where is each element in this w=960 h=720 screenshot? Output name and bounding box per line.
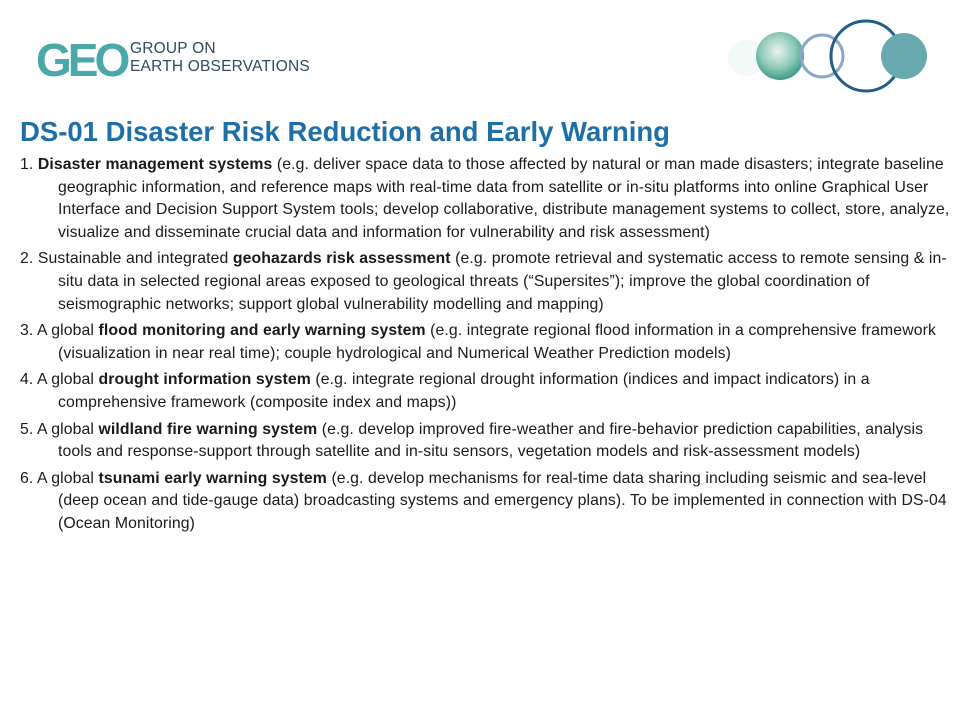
item-number: 1. (20, 156, 34, 173)
item-number: 4. (20, 371, 34, 389)
svg-text:GEO: GEO (36, 34, 127, 84)
organization-name (130, 40, 310, 76)
list-item (20, 369, 950, 414)
org-name-line-2: EARTH OBSERVATIONS (130, 58, 310, 75)
slide-title: DS-01 Disaster Risk Reduction and Early Warning (20, 116, 670, 147)
item-post-text: (e.g. promote retrieval and systematic access to remote sensing & in-situ data in selected regional areas exposed to geological threats (“Supersites”); improve the global coordination of seismographic networks; support global vulnerability modelling and mapping) (58, 250, 947, 313)
task-list (20, 154, 950, 540)
item-number: 3. (20, 322, 34, 340)
item-bold-text: tsunami early warning system (98, 469, 327, 487)
item-post-text: (e.g. develop improved fire-weather and fire-behavior prediction capabilities, analysis tools and response-support through satellite and in-situ sensors, vegetation models and risk-assessment models) (58, 420, 924, 461)
slide-header (0, 0, 960, 112)
list-item (20, 154, 950, 244)
item-post-text: (e.g. integrate regional flood information in a comprehensive framework (visualization in near real time); couple hydrological and Numerical Weather Prediction models) (58, 322, 936, 362)
item-number: 6. (20, 469, 34, 487)
item-number: 2. (20, 250, 34, 268)
item-bold-text: flood monitoring and early warning system (98, 322, 426, 340)
list-item (20, 248, 950, 316)
item-pre-text: Sustainable and integrated (37, 250, 233, 268)
item-post-text: (e.g. deliver space data to those affected by natural or man made disasters; integrate baseline geographic information, and reference maps with real-time data from satellite or in-situ platforms into online Graphical User Interface and Decision Support System tools; develop collaborative, distribute management systems to collect, store, analyze, visualize and disseminate crucial data and information for vulnerability and risk assessment) (58, 156, 950, 241)
list-item (20, 468, 950, 536)
item-bold-text: Disaster management systems (37, 156, 273, 173)
item-post-text: (e.g. integrate regional drought information (indices and impact indicators) in a comprehensive framework (composite index and maps)) (58, 371, 870, 411)
decorative-circles-icon (720, 10, 950, 100)
item-bold-text: geohazards risk assessment (232, 250, 451, 268)
geo-logo (36, 34, 136, 84)
item-pre-text: A global (37, 371, 99, 389)
list-item (20, 320, 950, 365)
item-pre-text: A global (37, 469, 99, 487)
item-bold-text: drought information system (98, 371, 311, 389)
org-name-line-1: GROUP ON (130, 40, 216, 57)
list-item (20, 419, 950, 464)
item-number: 5. (20, 420, 34, 438)
item-bold-text: wildland fire warning system (98, 420, 318, 438)
item-pre-text: A global (37, 322, 99, 340)
item-post-text: (e.g. develop mechanisms for real-time data sharing including seismic and sea-level (deep ocean and tide-gauge data) broadcasting systems and emergency plans). To be implemented in connection with DS-04 (Ocean Monitoring) (58, 469, 947, 532)
item-pre-text: A global (37, 420, 99, 438)
